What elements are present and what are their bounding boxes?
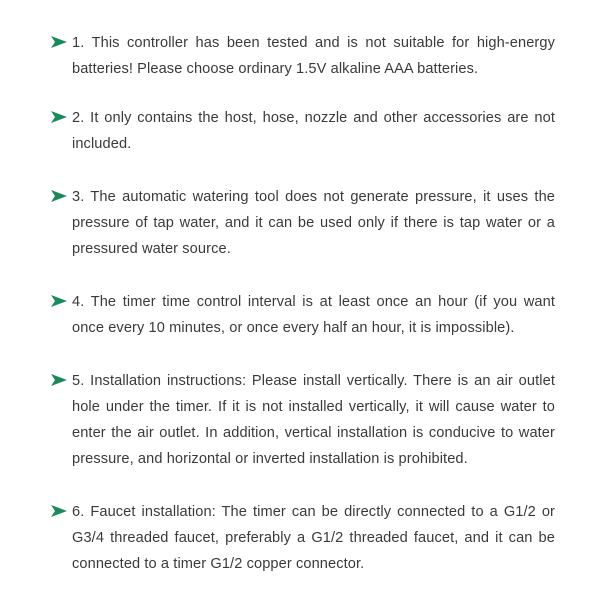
note-text: 3. The automatic watering tool does not generate pressure, it uses the pressure of tap water, and it can be used only if there is tap water or a pressured water source. [72,189,555,257]
note-text: 1. This controller has been tested and is not suitable for high-energy batteries! Please choose ordinary 1.5V alkaline AAA batteries. [72,35,555,77]
list-item [50,289,555,341]
arrowhead-icon [50,294,68,308]
note-text: 2. It only contains the host, hose, nozzle and other accessories are not included. [72,110,555,152]
note-text: 5. Installation instructions: Please install vertically. There is an air outlet hole under the timer. If it is not installed vertically, it will cause water to enter the air outlet. In addition, vertical installation is conducive to water pressure, and horizontal or inverted installation is prohibited. [72,373,555,467]
list-item [50,105,555,157]
arrowhead-icon [50,189,68,203]
arrowhead-icon [50,373,68,387]
arrowhead-icon [50,504,68,518]
arrowhead-icon [50,35,68,49]
note-text: 4. The timer time control interval is at least once an hour (if you want once every 10 minutes, or once every half an hour, it is impossible). [72,294,555,336]
list-item [50,499,555,577]
note-text: 6. Faucet installation: The timer can be directly connected to a G1/2 or G3/4 threaded faucet, preferably a G1/2 threaded faucet, and it can be connected to a timer G1/2 copper connector. [72,504,555,572]
list-item [50,368,555,472]
list-item [50,184,555,262]
list-item [50,30,555,82]
arrowhead-icon [50,110,68,124]
